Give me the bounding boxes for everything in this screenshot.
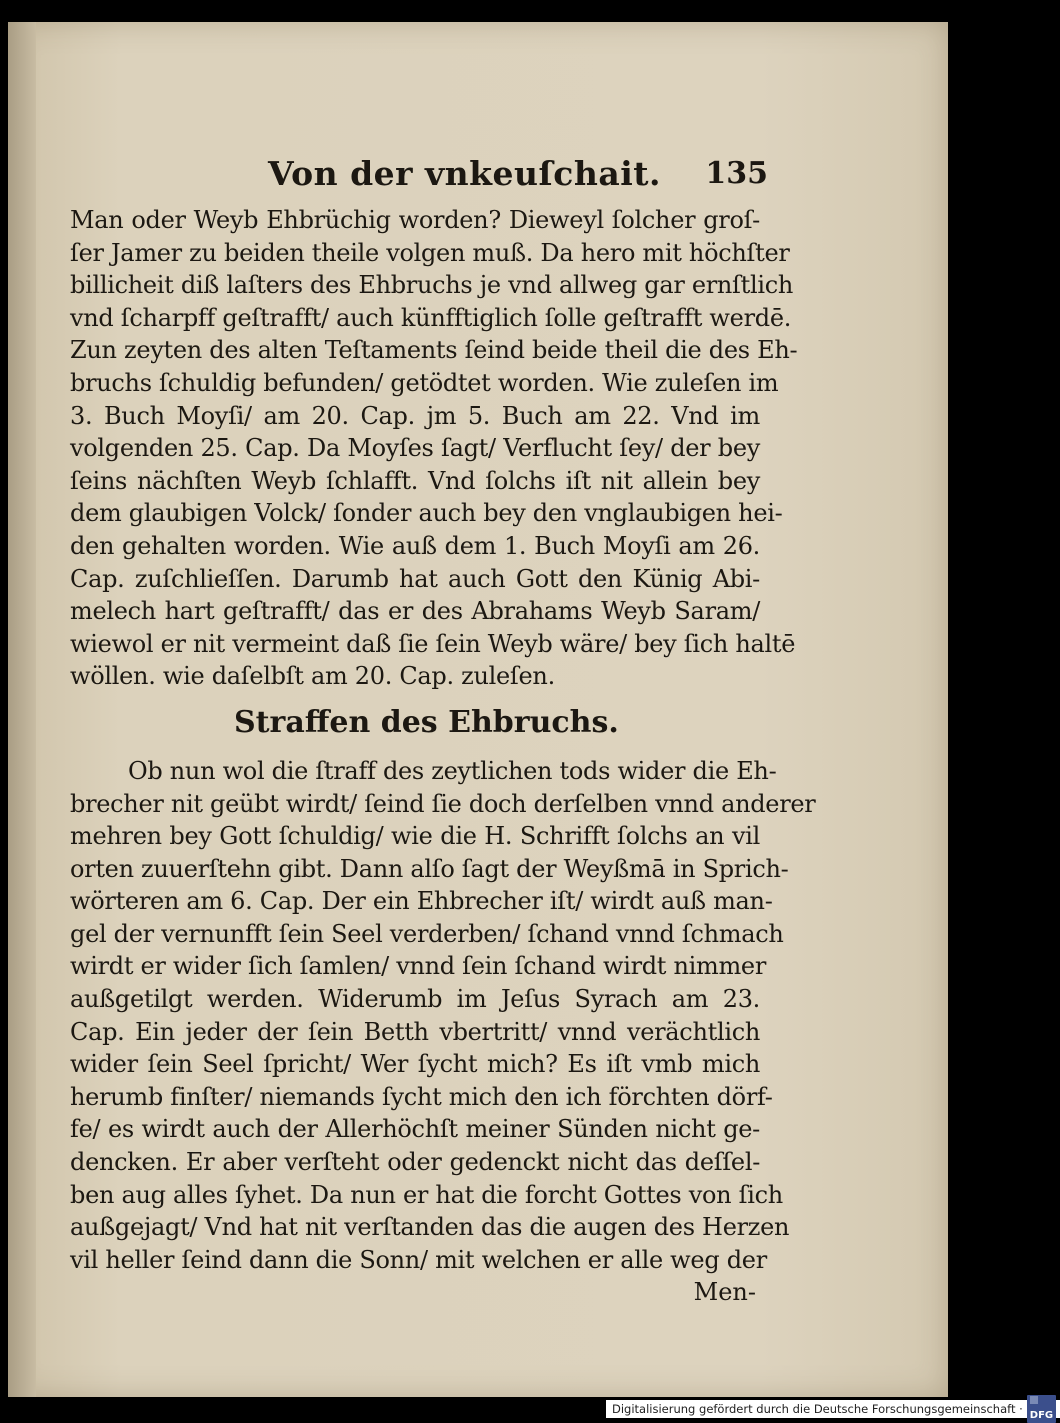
text-line: wirdt er wider ſich ſamlen/ vnnd ſein ſchand wirdt nimmer bbox=[70, 952, 767, 981]
text-line: 3. Buch Moyſi/ am 20. Cap. jm 5. Buch am 22. Vnd im bbox=[70, 401, 760, 430]
text-line: gel der vernunfft ſein Seel verderben/ ſchand vnnd ſchmach bbox=[70, 919, 784, 948]
text-line: ben aug alles ſyhet. Da nun er hat die forcht Gottes von ſich bbox=[70, 1180, 783, 1209]
text-line: fe/ es wirdt auch der Allerhöchſt meiner Sünden nicht ge- bbox=[70, 1115, 760, 1144]
dfg-logo bbox=[1027, 1395, 1056, 1423]
paragraph-2 bbox=[70, 755, 816, 1277]
text-line: wiewol er nit vermeint daß ſie ſein Weyb wäre/ bey ſich haltē bbox=[70, 629, 796, 658]
text-line: Man oder Weyb Ehbrüchig worden? Dieweyl ſolcher groſ- bbox=[70, 206, 760, 234]
text-line: Zun zeyten des alten Teſtaments ſeind beide theil die des Eh- bbox=[70, 336, 798, 365]
dfg-logo-label: DFG bbox=[1029, 1410, 1054, 1421]
text-line: ſer Jamer zu beiden theile volgen muß. Da hero mit höchſter bbox=[70, 238, 790, 267]
text-line: vnd ſcharpff geſtrafft/ auch künfftiglich ſolle geſtrafft werdē. bbox=[70, 303, 792, 332]
text-line: wider ſein Seel ſpricht/ Wer ſycht mich? Es iſt vmb mich bbox=[70, 1050, 760, 1079]
text-line: Cap. zuſchlieſſen. Darumb hat auch Gott den Künig Abi- bbox=[70, 564, 760, 593]
text-line: herumb finſter/ niemands ſycht mich den ich förchten dörf- bbox=[70, 1082, 773, 1111]
text-line: orten zuuerſtehn gibt. Dann alſo ſagt der Weyßmā in Sprich- bbox=[70, 854, 789, 883]
text-line: Cap. Ein jeder der ſein Betth vbertritt/ vnnd verächtlich bbox=[70, 1017, 760, 1046]
dfg-logo-icon bbox=[1030, 1396, 1038, 1404]
page-number: 135 bbox=[705, 156, 768, 191]
text-line: mehren bey Gott ſchuldig/ wie die H. Schrifft ſolchs an vil bbox=[70, 822, 760, 851]
footer-credit bbox=[606, 1400, 1060, 1421]
text-line: billicheit diß laſters des Ehbruchs je vnd allweg gar ernſtlich bbox=[70, 271, 794, 300]
running-title: Von der vnkeuſchait. bbox=[268, 154, 661, 193]
book-page bbox=[8, 22, 948, 1397]
text-line: dencken. Er aber verſteht oder gedenckt nicht das deſſel- bbox=[70, 1148, 760, 1177]
paragraph-1 bbox=[70, 204, 798, 693]
text-line: den gehalten worden. Wie auß dem 1. Buch Moyſi am 26. bbox=[70, 531, 760, 560]
text-line: Ob nun wol die ſtraff des zeytlichen tods wider die Eh- bbox=[128, 756, 777, 785]
text-line: bruchs ſchuldig befunden/ getödtet worden. Wie zuleſen im bbox=[70, 368, 779, 397]
text-line: volgenden 25. Cap. Da Moyſes ſagt/ Verflucht ſey/ der bey bbox=[70, 434, 760, 463]
text-line: wörteren am 6. Cap. Der ein Ehbrecher iſt/ wirdt auß man- bbox=[70, 887, 773, 916]
page-gutter bbox=[8, 22, 36, 1397]
running-head bbox=[70, 152, 768, 204]
text-line: außgetilgt werden. Widerumb im Jeſus Syrach am 23. bbox=[70, 985, 760, 1014]
text-line: vil heller ſeind dann die Sonn/ mit welchen er alle weg der bbox=[70, 1245, 767, 1274]
section-heading: Straffen des Ehbruchs. bbox=[234, 704, 619, 740]
text-line: außgejagt/ Vnd hat nit verſtanden das die augen des Herzen bbox=[70, 1213, 790, 1242]
catchword: Men- bbox=[693, 1278, 756, 1307]
text-line: brecher nit geübt wirdt/ ſeind ſie doch derſelben vnnd anderer bbox=[70, 789, 816, 818]
text-line: melech hart geſtrafft/ das er des Abrahams Weyb Saram/ bbox=[70, 597, 760, 626]
text-block bbox=[70, 152, 816, 1309]
text-line: dem glaubigen Volck/ ſonder auch bey den vnglaubigen hei- bbox=[70, 499, 783, 528]
funding-note: Digitalisierung gefördert durch die Deutsche Forschungsgemeinschaft · bbox=[612, 1402, 1023, 1416]
text-line: wöllen. wie daſelbſt am 20. Cap. zuleſen. bbox=[70, 662, 555, 691]
text-line: ſeins nächſten Weyb ſchlafft. Vnd ſolchs iſt nit allein bey bbox=[70, 466, 760, 495]
